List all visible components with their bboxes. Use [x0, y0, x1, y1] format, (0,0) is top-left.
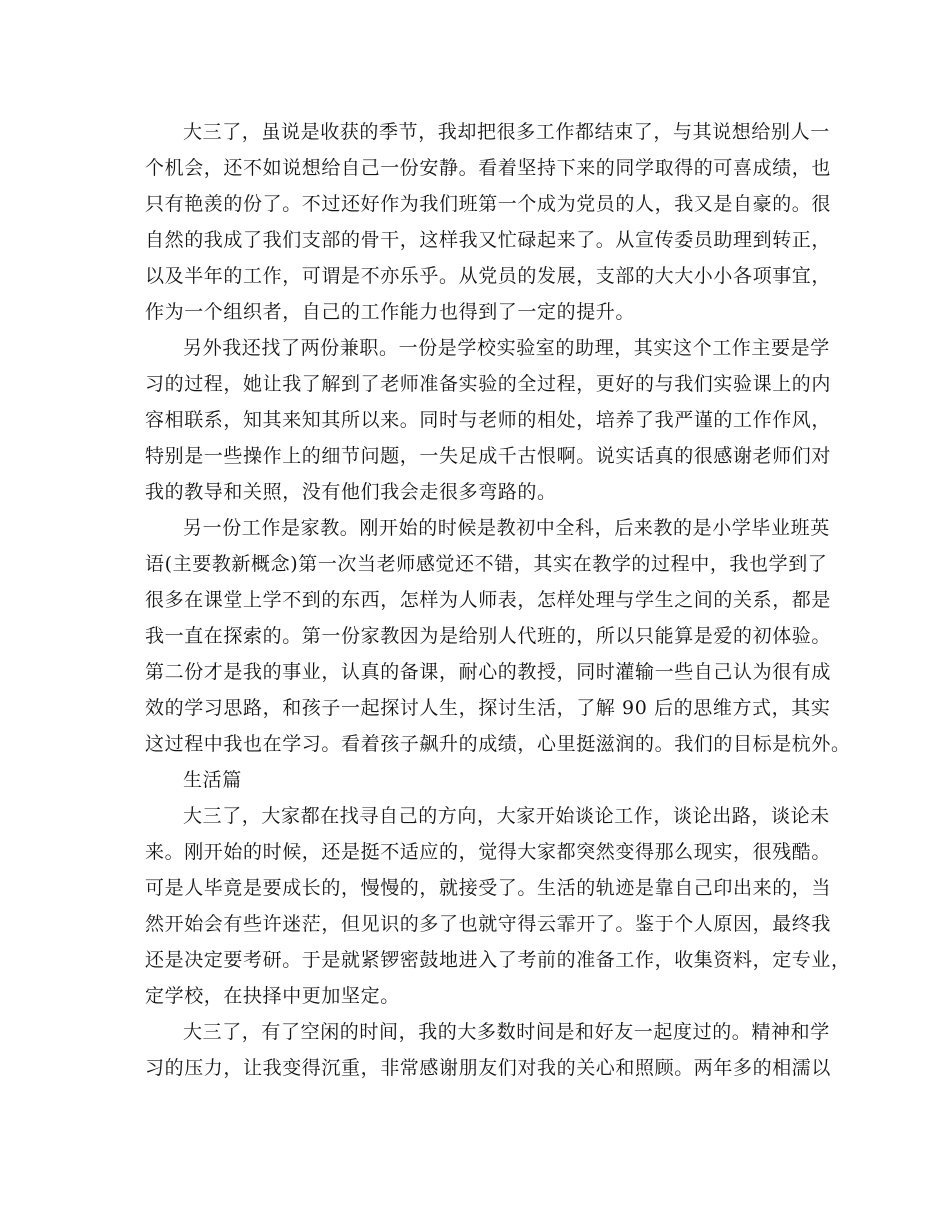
paragraph-3-line-6: 效的学习思路，和孩子一起探讨人生，探讨生活，了解 90 后的思维方式，其实	[145, 697, 831, 719]
paragraph-2-line-2: 习的过程，她让我了解到了老师准备实验的全过程，更好的与我们实验课上的内	[145, 373, 832, 395]
paragraph-4-line-4: 然开始会有些许迷茫，但见识的多了也就守得云霏开了。鉴于个人原因，最终我	[145, 913, 832, 935]
paragraph-4-line-1: 大三了，大家都在找寻自己的方向，大家开始谈论工作，谈论出路，谈论未	[183, 805, 830, 827]
paragraph-3-line-3: 很多在课堂上学不到的东西，怎样为人师表，怎样处理与学生之间的关系，都是	[145, 589, 832, 611]
paragraph-2-line-4: 特别是一些操作上的细节问题，一失足成千古恨啊。说实话真的很感谢老师们对	[145, 445, 832, 467]
paragraph-3-line-2: 语(主要教新概念)第一次当老师感觉还不错，其实在教学的过程中，我也学到了	[145, 553, 828, 575]
paragraph-1-line-2: 个机会，还不如说想给自己一份安静。看着坚持下来的同学取得的可喜成绩，也	[145, 157, 832, 179]
paragraph-4-line-2: 来。刚开始的时候，还是挺不适应的，觉得大家都突然变得那么现实，很残酷。	[145, 841, 832, 863]
paragraph-2-line-3: 容相联系，知其来知其所以来。同时与老师的相处，培养了我严谨的工作作风，	[145, 409, 832, 431]
paragraph-3-line-5: 第二份才是我的事业，认真的备课，耐心的教授，同时灌输一些自己认为很有成	[145, 661, 832, 683]
paragraph-4-line-6: 定学校，在抉择中更加坚定。	[145, 985, 400, 1007]
paragraph-3-line-7: 这过程中我也在学习。看着孩子飙升的成绩，心里挺滋润的。我们的目标是杭外。	[145, 733, 851, 755]
paragraph-3-line-4: 我一直在探索的。第一份家教因为是给别人代班的，所以只能算是爱的初体验。	[145, 625, 832, 647]
paragraph-5-line-2: 习的压力，让我变得沉重，非常感谢朋友们对我的关心和照顾。两年多的相濡以	[145, 1057, 832, 1079]
paragraph-1-line-3: 只有艳羡的份了。不过还好作为我们班第一个成为党员的人，我又是自豪的。很	[145, 193, 832, 215]
paragraph-1-line-5: 以及半年的工作，可谓是不亦乐乎。从党员的发展，支部的大大小小各项事宜，	[145, 265, 832, 287]
paragraph-1-line-1: 大三了，虽说是收获的季节，我却把很多工作都结束了，与其说想给别人一	[183, 121, 830, 143]
paragraph-2-line-5: 我的教导和关照，没有他们我会走很多弯路的。	[145, 481, 557, 503]
paragraph-1-line-6: 作为一个组织者，自己的工作能力也得到了一定的提升。	[145, 301, 636, 323]
paragraph-4-line-3: 可是人毕竟是要成长的，慢慢的，就接受了。生活的轨迹是靠自己印出来的，当	[145, 877, 832, 899]
paragraph-2-line-1: 另外我还找了两份兼职。一份是学校实验室的助理，其实这个工作主要是学	[183, 337, 830, 359]
paragraph-4-line-5: 还是决定要考研。于是就紧锣密鼓地进入了考前的准备工作，收集资料，定专业，	[145, 949, 851, 971]
section-heading: 生活篇	[183, 769, 242, 791]
paragraph-1-line-4: 自然的我成了我们支部的骨干，这样我又忙碌起来了。从宣传委员助理到转正，	[145, 229, 832, 251]
paragraph-5-line-1: 大三了，有了空闲的时间，我的大多数时间是和好友一起度过的。精神和学	[183, 1021, 830, 1043]
paragraph-3-line-1: 另一份工作是家教。刚开始的时候是教初中全科，后来教的是小学毕业班英	[183, 517, 830, 539]
